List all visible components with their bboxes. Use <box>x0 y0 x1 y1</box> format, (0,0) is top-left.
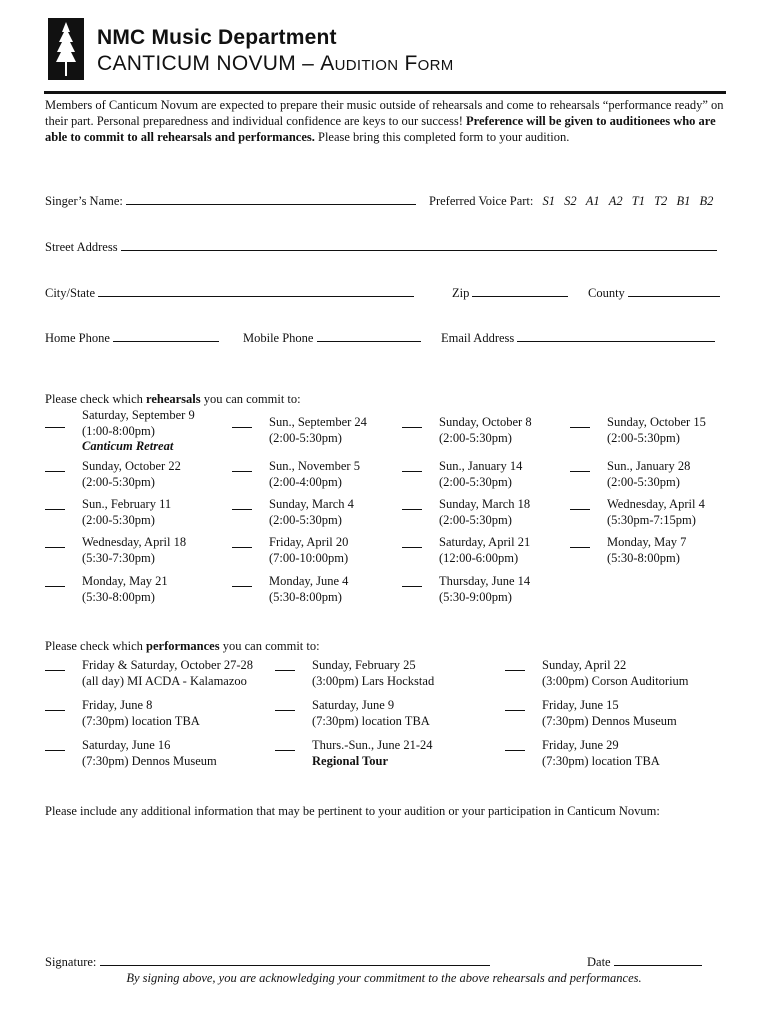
rehearsal-time: (2:00-5:30pm) <box>439 512 512 527</box>
performance-item <box>45 698 200 729</box>
checkbox-blank[interactable] <box>45 547 65 548</box>
checkbox-blank[interactable] <box>275 750 295 751</box>
rehearsal-item <box>232 415 367 446</box>
checkbox-blank[interactable] <box>232 586 252 587</box>
rehearsal-time: (2:00-5:30pm) <box>269 430 342 445</box>
checkbox-blank[interactable] <box>570 547 590 548</box>
header-divider <box>44 91 726 94</box>
additional-info-area[interactable] <box>45 824 725 944</box>
performance-item <box>45 738 217 769</box>
performance-date: Friday, June 8 <box>82 698 153 712</box>
additional-info-prompt: Please include any additional information that may be pertinent to your audition or your participation in Canticum Novum: <box>45 804 660 818</box>
date-field[interactable]: Date <box>587 955 702 970</box>
rehearsal-date: Sun., November 5 <box>269 459 360 473</box>
intro-paragraph: Members of Canticum Novum are expected to prepare their music outside of rehearsals and come to rehearsals “performance ready” on their part. Personal preparedness and individual confidence are keys to our success! Preference will be given to auditionees who are able to commit to all rehearsals and performances. Please bring this completed form to your audition. <box>45 98 724 144</box>
checkbox-blank[interactable] <box>402 547 422 548</box>
rehearsal-item <box>402 459 522 490</box>
mobile-phone-field[interactable]: Mobile Phone <box>243 331 421 346</box>
checkbox-blank[interactable] <box>402 427 422 428</box>
checkbox-blank[interactable] <box>505 750 525 751</box>
rehearsal-item <box>570 497 705 528</box>
voice-option[interactable]: T1 <box>631 194 645 208</box>
rehearsal-date: Wednesday, April 18 <box>82 535 187 549</box>
rehearsal-time: (5:30-9:00pm) <box>439 589 512 604</box>
voice-part-field: Preferred Voice Part: S1 S2 A1 A2 T1 T2 B1 B2 <box>429 194 714 208</box>
rehearsal-item <box>402 415 532 446</box>
checkbox-blank[interactable] <box>232 547 252 548</box>
rehearsal-date: Saturday, April 21 <box>439 535 531 549</box>
rehearsal-time: (5:30-8:00pm) <box>607 550 680 565</box>
rehearsal-time: (2:00-5:30pm) <box>82 474 155 489</box>
performance-detail: (7:30pm) Dennos Museum <box>542 713 677 728</box>
rehearsal-date: Sun., January 14 <box>439 459 523 473</box>
rehearsal-date: Sun., February 11 <box>82 497 172 511</box>
signature-field[interactable]: Signature: <box>45 955 490 970</box>
voice-option[interactable]: S2 <box>564 194 577 208</box>
rehearsal-date: Sunday, March 18 <box>439 497 531 511</box>
rehearsal-date: Sunday, March 4 <box>269 497 354 511</box>
rehearsal-date: Friday, April 20 <box>269 535 349 549</box>
rehearsal-item <box>402 535 530 566</box>
checkbox-blank[interactable] <box>45 750 65 751</box>
voice-option[interactable]: A1 <box>585 194 600 208</box>
performance-item <box>275 658 434 689</box>
rehearsal-item <box>232 535 348 566</box>
performance-date: Thurs.-Sun., June 21-24 <box>312 738 433 752</box>
rehearsal-item <box>402 497 530 528</box>
checkbox-blank[interactable] <box>402 509 422 510</box>
performances-prompt: Please check which performances you can commit to: <box>45 639 320 653</box>
rehearsal-item <box>45 408 195 455</box>
performance-date: Saturday, June 16 <box>82 738 171 752</box>
rehearsal-item <box>232 574 348 605</box>
rehearsal-time: (12:00-6:00pm) <box>439 550 519 565</box>
performance-detail: (3:00pm) Corson Auditorium <box>542 673 689 688</box>
city-state-field[interactable]: City/State <box>45 286 414 301</box>
rehearsal-date: Sun., January 28 <box>607 459 691 473</box>
rehearsal-item <box>45 497 171 528</box>
rehearsal-date: Sunday, October 8 <box>439 415 532 429</box>
county-field[interactable]: County <box>588 286 720 301</box>
rehearsal-item <box>570 459 690 490</box>
performance-detail: (all day) MI ACDA - Kalamazoo <box>82 673 247 688</box>
checkbox-blank[interactable] <box>232 427 252 428</box>
rehearsal-time: (1:00-8:00pm) <box>82 423 155 438</box>
rehearsal-time: (2:00-5:30pm) <box>607 474 680 489</box>
zip-field[interactable]: Zip <box>452 286 568 301</box>
rehearsal-item <box>45 535 186 566</box>
performance-item <box>505 738 660 769</box>
singer-name-field[interactable]: Singer’s Name: <box>45 194 416 209</box>
home-phone-field[interactable]: Home Phone <box>45 331 219 346</box>
rehearsal-time: (5:30-8:00pm) <box>269 589 342 604</box>
performance-date: Friday, June 29 <box>542 738 619 752</box>
rehearsal-date: Sunday, October 15 <box>607 415 706 429</box>
voice-option[interactable]: S1 <box>542 194 555 208</box>
checkbox-blank[interactable] <box>402 586 422 587</box>
rehearsal-date: Monday, May 7 <box>607 535 687 549</box>
signature-note: By signing above, you are acknowledging your commitment to the above rehearsals and performances. <box>126 971 642 985</box>
rehearsal-time: (2:00-4:00pm) <box>269 474 342 489</box>
rehearsal-date: Thursday, June 14 <box>439 574 531 588</box>
checkbox-blank[interactable] <box>45 710 65 711</box>
pine-tree-logo <box>48 18 84 80</box>
performance-date: Sunday, February 25 <box>312 658 416 672</box>
performance-detail: (7:30pm) location TBA <box>82 713 200 728</box>
rehearsal-item <box>402 574 530 605</box>
rehearsal-note: Canticum Retreat <box>82 439 174 453</box>
performance-detail: (7:30pm) location TBA <box>542 753 660 768</box>
performance-date: Sunday, April 22 <box>542 658 627 672</box>
checkbox-blank[interactable] <box>505 710 525 711</box>
voice-option[interactable]: B2 <box>699 194 714 208</box>
email-field[interactable]: Email Address <box>441 331 715 346</box>
rehearsal-item <box>232 497 354 528</box>
rehearsal-item <box>570 415 706 446</box>
performance-detail: (3:00pm) Lars Hockstad <box>312 673 435 688</box>
checkbox-blank[interactable] <box>275 670 295 671</box>
checkbox-blank[interactable] <box>45 471 65 472</box>
checkbox-blank[interactable] <box>45 427 65 428</box>
street-address-field[interactable]: Street Address <box>45 240 717 255</box>
department-title: NMC Music Department <box>97 26 337 49</box>
checkbox-blank[interactable] <box>45 586 65 587</box>
performance-note: Regional Tour <box>312 753 389 768</box>
voice-option[interactable]: A2 <box>608 194 623 208</box>
checkbox-blank[interactable] <box>402 471 422 472</box>
performance-item <box>45 658 253 689</box>
performance-date: Friday, June 15 <box>542 698 619 712</box>
performance-date: Saturday, June 9 <box>312 698 395 712</box>
rehearsal-time: (5:30pm-7:15pm) <box>607 512 696 527</box>
performance-detail: (7:30pm) location TBA <box>312 713 430 728</box>
performance-item <box>505 698 677 729</box>
rehearsal-time: (2:00-5:30pm) <box>439 430 512 445</box>
rehearsal-item <box>45 459 181 490</box>
checkbox-blank[interactable] <box>45 509 65 510</box>
rehearsal-date: Monday, June 4 <box>269 574 349 588</box>
rehearsal-time: (2:00-5:30pm) <box>439 474 512 489</box>
rehearsal-time: (5:30-7:30pm) <box>82 550 155 565</box>
checkbox-blank[interactable] <box>232 509 252 510</box>
rehearsal-time: (2:00-5:30pm) <box>607 430 680 445</box>
rehearsal-time: (2:00-5:30pm) <box>82 512 155 527</box>
voice-option[interactable]: T2 <box>654 194 668 208</box>
rehearsal-item <box>570 535 686 566</box>
rehearsal-time: (5:30-8:00pm) <box>82 589 155 604</box>
checkbox-blank[interactable] <box>570 427 590 428</box>
rehearsal-date: Wednesday, April 4 <box>607 497 705 511</box>
rehearsal-item <box>45 574 168 605</box>
checkbox-blank[interactable] <box>275 710 295 711</box>
voice-option[interactable]: B1 <box>676 194 691 208</box>
performance-item <box>275 698 430 729</box>
checkbox-blank[interactable] <box>570 509 590 510</box>
rehearsal-date: Saturday, September 9 <box>82 408 195 422</box>
rehearsal-date: Monday, May 21 <box>82 574 168 588</box>
rehearsal-time: (2:00-5:30pm) <box>269 512 342 527</box>
checkbox-blank[interactable] <box>232 471 252 472</box>
checkbox-blank[interactable] <box>45 670 65 671</box>
checkbox-blank[interactable] <box>505 670 525 671</box>
checkbox-blank[interactable] <box>570 471 590 472</box>
performance-item <box>505 658 689 689</box>
performance-date: Friday & Saturday, October 27-28 <box>82 658 254 672</box>
rehearsals-prompt: Please check which rehearsals you can commit to: <box>45 392 301 406</box>
rehearsal-date: Sunday, October 22 <box>82 459 181 473</box>
rehearsal-time: (7:00-10:00pm) <box>269 550 349 565</box>
form-title: CANTICUM NOVUM – Audition Form <box>97 52 454 75</box>
performance-detail: (7:30pm) Dennos Museum <box>82 753 217 768</box>
rehearsal-item <box>232 459 360 490</box>
rehearsal-date: Sun., September 24 <box>269 415 367 429</box>
performance-item <box>275 738 432 769</box>
